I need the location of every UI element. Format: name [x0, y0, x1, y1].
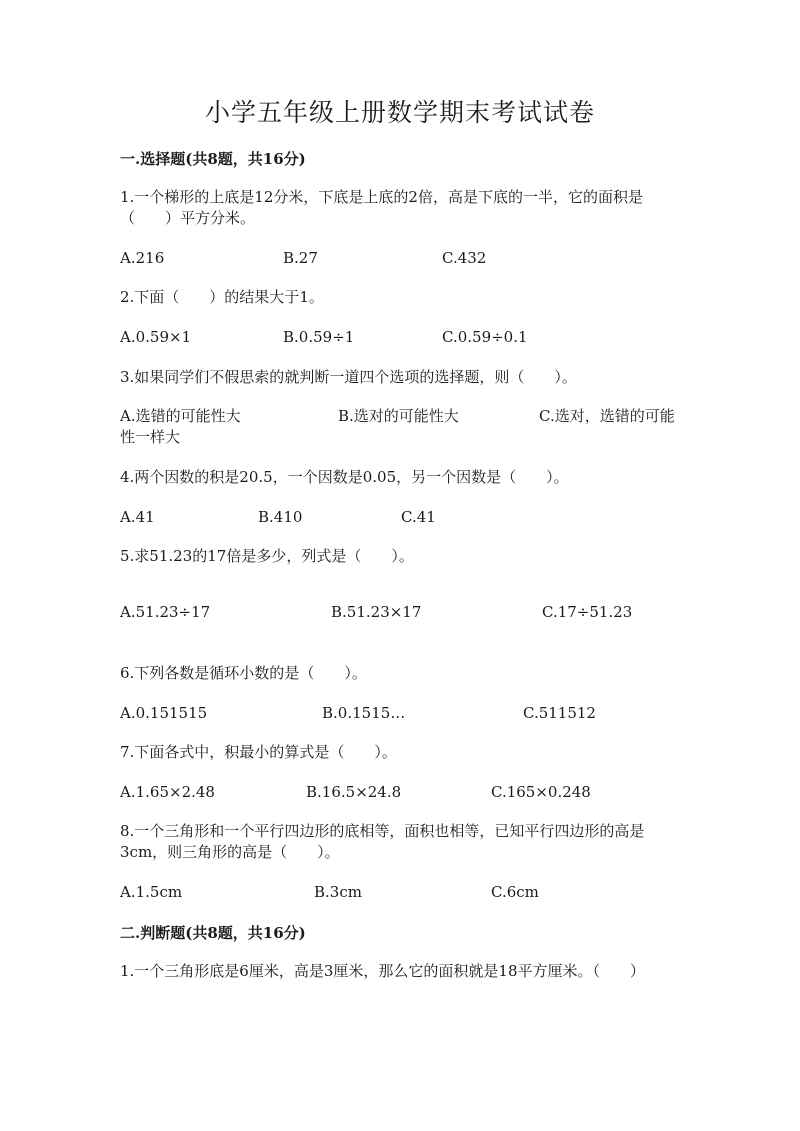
section-heading-choice: 一.选择题(共8题，共16分) [120, 150, 306, 168]
q8-option-c: C.6cm [491, 883, 539, 901]
q2-option-b: B.0.59÷1 [283, 328, 355, 346]
q1-option-b: B.27 [283, 249, 318, 267]
question-6: 6.下列各数是循环小数的是（ ）。 [120, 664, 367, 682]
page-title: 小学五年级上册数学期末考试试卷 [204, 98, 595, 127]
question-2: 2.下面（ ）的结果大于1。 [120, 288, 324, 306]
q7-option-c: C.165×0.248 [491, 783, 591, 801]
q6-option-b: B.0.1515… [322, 704, 406, 722]
q1-option-c: C.432 [442, 249, 487, 267]
question-8: 8.一个三角形和一个平行四边形的底相等，面积也相等，已知平行四边形的高是3cm，则三角形的高是（ ）。 [120, 822, 645, 861]
q6-option-a: A.0.151515 [120, 704, 208, 722]
q5-option-a: A.51.23÷17 [120, 603, 211, 621]
section-heading-true-false: 二.判断题(共8题，共16分) [120, 924, 306, 942]
q4-option-a: A.41 [120, 508, 155, 526]
question-3: 3.如果同学们不假思索的就判断一道四个选项的选择题，则（ ）。 [120, 368, 577, 386]
q5-option-c: C.17÷51.23 [542, 603, 633, 621]
question-4: 4.两个因数的积是20.5，一个因数是0.05，另一个因数是（ ）。 [120, 468, 569, 486]
question-1: 1.一个梯形的上底是12分米，下底是上底的2倍，高是下底的一半，它的面积是（ ）平方分米。 [120, 188, 643, 227]
q5-option-b: B.51.23×17 [331, 603, 422, 621]
q3-option-a: A.选错的可能性大 [120, 407, 241, 425]
q7-option-b: B.16.5×24.8 [306, 783, 402, 801]
tf-question-1: 1.一个三角形底是6厘米，高是3厘米，那么它的面积就是18平方厘米。（ ） [120, 962, 645, 980]
q1-option-a: A.216 [120, 249, 165, 267]
q8-option-a: A.1.5cm [120, 883, 183, 901]
q2-option-a: A.0.59×1 [120, 328, 192, 346]
q2-option-c: C.0.59÷0.1 [442, 328, 528, 346]
question-5: 5.求51.23的17倍是多少，列式是（ ）。 [120, 547, 414, 565]
q6-option-c: C.511512 [523, 704, 596, 722]
q4-option-c: C.41 [401, 508, 436, 526]
q3-option-c: C.选对，选错的可能性一样大 [120, 407, 675, 446]
q7-option-a: A.1.65×2.48 [120, 783, 215, 801]
q4-option-b: B.410 [258, 508, 303, 526]
question-7: 7.下面各式中，积最小的算式是（ ）。 [120, 743, 397, 761]
q3-option-b: B.选对的可能性大 [338, 407, 459, 425]
q8-option-b: B.3cm [314, 883, 362, 901]
